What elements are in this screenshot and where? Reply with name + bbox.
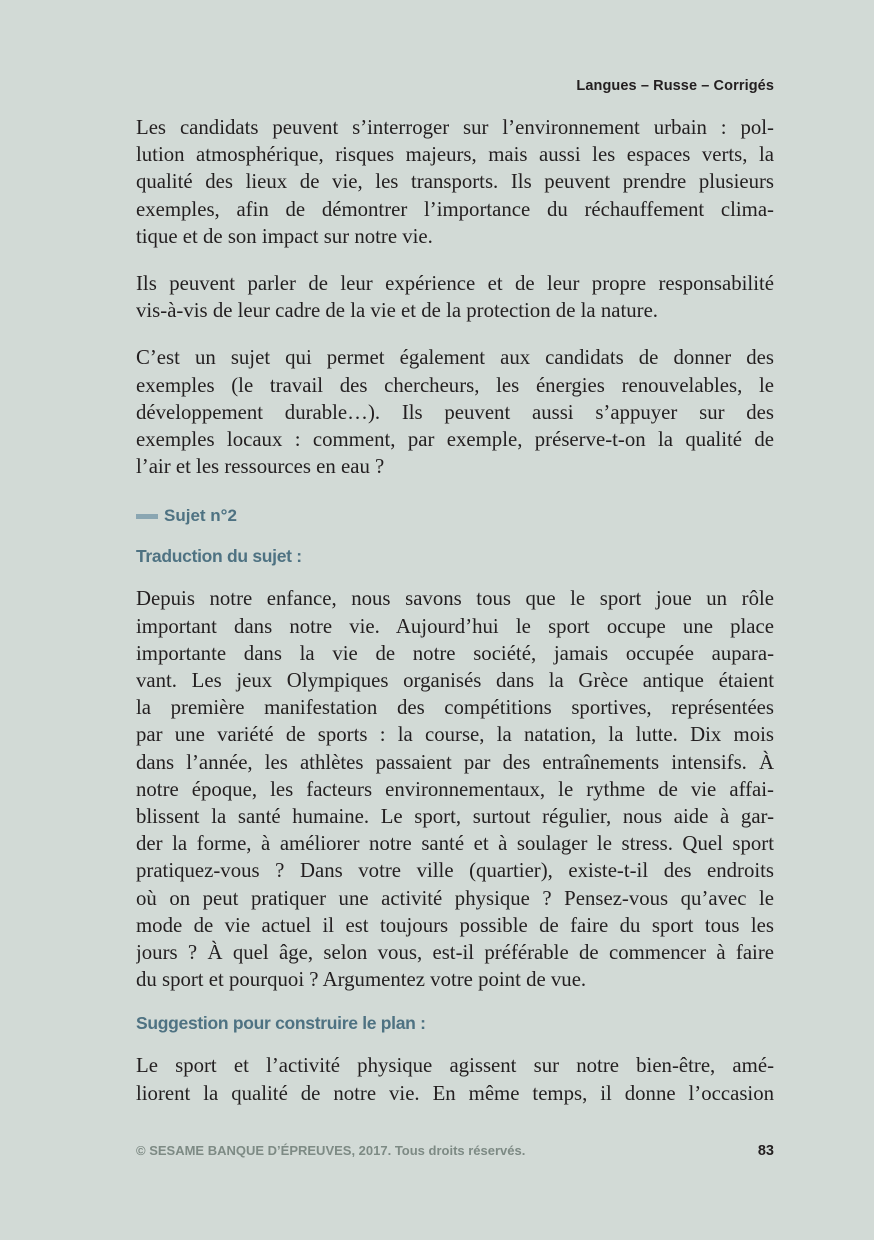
text-line: du sport et pourquoi ? Argumentez votre point de vue. (136, 968, 587, 992)
text-line: qualité des lieux de vie, les transports. Ils peuvent prendre plusieurs (136, 170, 774, 194)
paragraph-urban-environment (136, 114, 774, 250)
text-line: vant. Les jeux Olympiques organisés dans la Grèce antique étaient (136, 669, 774, 693)
text-line: exemples locaux : comment, par exemple, préserve-t-on la qualité de (136, 428, 774, 452)
text-line: où on peut pratiquer une activité physique ? Pensez-vous qu’avec le (136, 886, 774, 910)
text-line: Ils peuvent parler de leur expérience et de leur propre responsabilité (136, 272, 774, 296)
text-line: pratiquez-vous ? Dans votre ville (quartier), existe-t-il des endroits (136, 859, 774, 883)
page-content (136, 114, 774, 1107)
plan-section-title: Suggestion pour construire le plan : (136, 1013, 426, 1034)
text-line: C’est un sujet qui permet également aux candidats de donner des (136, 346, 774, 370)
text-line: exemples, afin de démontrer l’importance du réchauffement clima- (136, 197, 774, 221)
paragraph-examples (136, 344, 774, 480)
paragraph-responsibility (136, 270, 774, 324)
paragraph-plan (136, 1052, 774, 1106)
running-header: Langues – Russe – Corrigés (576, 78, 774, 94)
text-line: important dans notre vie. Aujourd’hui le sport occupe une place (136, 614, 774, 638)
text-line: l’air et les ressources en eau ? (136, 455, 385, 479)
heading-bar-marker (136, 514, 158, 519)
text-line: liorent la qualité de notre vie. En même temps, il donne l’occasion (136, 1081, 774, 1105)
paragraph-translation (136, 585, 774, 993)
text-line: tique et de son impact sur notre vie. (136, 224, 433, 248)
subject-heading (136, 506, 774, 526)
text-line: vis-à-vis de leur cadre de la vie et de la protection de la nature. (136, 299, 658, 323)
text-line: Les candidats peuvent s’interroger sur l’environnement urbain : pol- (136, 116, 774, 139)
text-line: la première manifestation des compétitions sportives, représentées (136, 696, 774, 720)
text-line: développement durable…). Ils peuvent aussi s’appuyer sur des (136, 400, 774, 424)
text-line: importante dans la vie de notre société, jamais occupée aupara- (136, 641, 774, 665)
text-line: exemples (le travail des chercheurs, les énergies renouvelables, le (136, 373, 774, 397)
text-line: der la forme, à améliorer notre santé et à soulager le stress. Quel sport (136, 832, 774, 856)
subject-heading-label: Sujet n°2 (164, 506, 237, 526)
text-line: Depuis notre enfance, nous savons tous que le sport joue un rôle (136, 587, 774, 611)
text-line: mode de vie actuel il est toujours possible de faire du sport tous les (136, 913, 774, 937)
translation-section-title: Traduction du sujet : (136, 546, 302, 567)
text-line: blissent la santé humaine. Le sport, surtout régulier, nous aide à gar- (136, 805, 774, 829)
text-line: jours ? À quel âge, selon vous, est-il préférable de commencer à faire (136, 941, 774, 965)
text-line: lution atmosphérique, risques majeurs, mais aussi les espaces verts, la (136, 143, 774, 167)
copyright-notice: © SESAME BANQUE D’ÉPREUVES, 2017. Tous droits réservés. (136, 1143, 526, 1158)
text-line: Le sport et l’activité physique agissent sur notre bien-être, amé- (136, 1054, 774, 1078)
text-line: notre époque, les facteurs environnementaux, le rythme de vie affai- (136, 777, 774, 801)
text-line: dans l’année, les athlètes passaient par des entraînements intensifs. À (136, 750, 774, 774)
text-line: par une variété de sports : la course, la natation, la lutte. Dix mois (136, 723, 774, 747)
page-number: 83 (757, 1143, 774, 1159)
page-footer (136, 1143, 774, 1159)
